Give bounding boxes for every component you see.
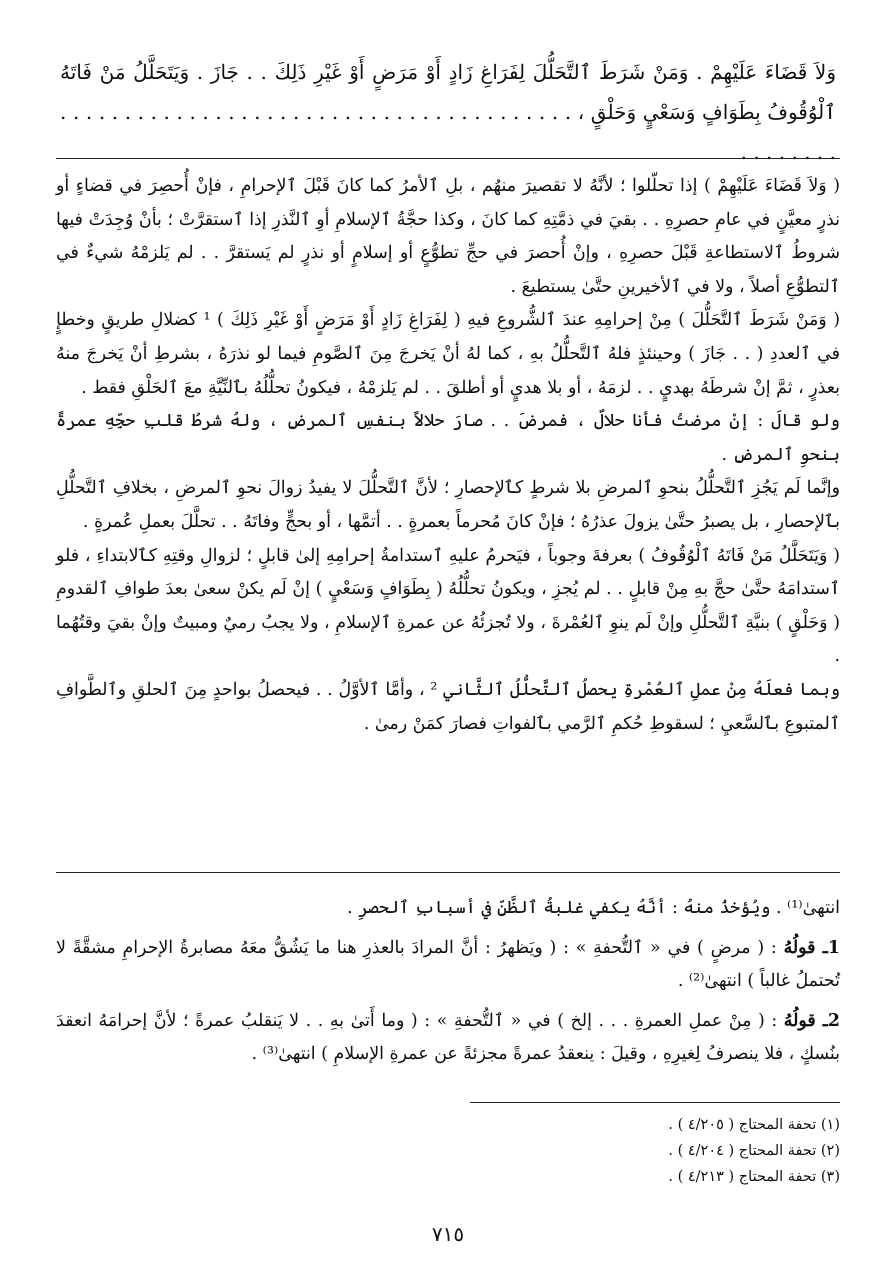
matn-text: وَلاَ قَضَاءَ عَلَيْهِمْ . وَمَنْ شَرَطَ ٱلتَّحَلُّلَ لِفَرَاغِ زَادٍ أَوْ مَرَضٍ أَوْ غَيْرِ ذَلِكَ . . جَازَ . وَيَتَحَلَّلُ مَنْ فَاتَهُ ٱلْوُقُوفُ بِطَوَافٍ وَسَعْيٍ وَحَلْقٍ ، . . . . . . . . . . . . . . . . . . . . . . . . . . . . . . . . . . . . . . . . . . . . . . . . <box>60 60 836 164</box>
sharh-paragraph: ولو قالَ : إنْ مرضتُ فأنا حلالٌ ، فمرضَ . . صارَ حلالاً بنفسِ ٱلمرضِ ، ولهُ شرطُ قلبِ حجِّهِ عمرةً بنحوِ ٱلمرضِ . <box>56 411 840 465</box>
sharh-paragraph: وإنَّما لَم يَجُزِ ٱلتَّحلُّلُ بنحوِ ٱلمرضِ بلا شرطٍ كٱلإحصارِ ؛ لأنَّ ٱلتَّحلُّلَ لا يفيدُ زوالَ نحوِ ٱلمرضِ ، بخلافِ ٱلتَّحلُّلِ بٱلإحصارِ ، بل يصبرُ حتَّىٰ يزولَ عذرُهُ ؛ فإنْ كانَ مُحرماً بعمرةٍ . . أتمَّها ، أو بحجٍّ وفاتَهُ . . تحلَّلَ بعملِ عُمرةٍ . <box>56 478 840 532</box>
hashiya-note-lead: 1ـ قولُهُ <box>783 937 840 958</box>
footnotes <box>420 1112 840 1190</box>
hashiya-glosses <box>56 892 840 1078</box>
sharh-commentary <box>56 170 840 741</box>
sharh-paragraph: ( وَمَنْ شَرَطَ ٱلتَّحَلُّلَ ) مِنْ إحرامِهِ عندَ ٱلشُّروعِ فيهِ ( لِفَرَاغِ زَادٍ أَوْ مَرَضٍ أَوْ غَيْرِ ذَلِكَ ) ¹ كضلالِ طريقٍ وخطإٍ في ٱلعددِ ( . . جَازَ ) وحينئذٍ فلهُ ٱلتَّحلُّلُ بهِ ، كما لهُ أنْ يَخرجَ مِنَ ٱلصَّومِ فيما لو نذرَهُ ، بشرطِ أنْ يَخرجَ منهُ بعذرٍ ، ثمَّ إنْ شرطَهُ بهديٍ . . لزمَهُ ، أو بلا هديٍ أو أطلقَ . . لم يَلزمْهُ ، فيكونُ تحلُّلُهُ بٱلنِّيَّةِ معَ ٱلحَلْقِ فقط . <box>56 310 840 398</box>
page-number: ٧١٥ <box>431 1222 465 1246</box>
footnote: (١) تحفة المحتاج ( ٤/٢٠٥ ) . <box>668 1117 840 1133</box>
hashiya-note <box>56 1005 840 1072</box>
hashiya-note-text: : ( مِنْ عملِ العمرةِ . . . إلخ ) في « ٱلتُّحفةِ » : ( وما أَتىٰ بهِ . . لا يَنقلبُ عمرةً ؛ لأنَّ إحرامَهُ انعقدَ بنُسكٍ ، فلا ينصرفُ لِغيرِهِ ، وقيلَ : ينعقدُ عمرةً مجزئةً عن عمرةِ الإسلامِ ) انتهىٰ⁽³⁾ . <box>56 1010 840 1065</box>
footnotes-divider <box>470 1102 840 1103</box>
hashiya-divider <box>56 872 840 873</box>
footnote: (٣) تحفة المحتاج ( ٤/٢١٣ ) . <box>668 1169 840 1185</box>
hashiya-intro: انتهىٰ⁽¹⁾ . ويُؤخذُ منهُ : أنَّهُ يكفي غلبةُ ٱلظَّنِّ في أسبابِ ٱلحصرِ . <box>347 898 840 918</box>
sharh-paragraph: ( وَلاَ قَضَاءَ عَلَيْهِمْ ) إذا تحلّلوا ؛ لأنَّهُ لا تقصيرَ منهُم ، بلِ ٱلأمرُ كما كانَ قَبْلَ ٱلإحرامِ ، فإنْ أُحصِرَ في قضاءٍ أو نذرٍ معيَّنٍ في عامِ حصرِهِ . . بقيَ في ذمَّتِهِ كما كانَ ، وكذا حجَّةُ ٱلإسلامِ أوِ ٱلنَّذرِ إذا ٱستقرَّتْ ؛ بأنْ وُجِدَتْ فيها شروطُ ٱلاستطاعةِ قَبْلَ حصرِهِ ، وإنْ أُحصرَ في حجِّ تطوُّعٍ أو إسلامٍ أو نذرٍ لم يَستقرَّ . . لم يَلزمْهُ شيءٌ في ٱلتطوُّعِ أصلاً ، ولا في ٱلأخيرينِ حتَّىٰ يستطيعَ . <box>56 176 840 297</box>
hashiya-note-text: : ( مرضٍ ) في « ٱلتُّحفةِ » : ( ويَظهرُ : أنَّ المرادَ بالعذرِ هنا ما يَشُقُّ معَهُ مصابرةُ الإحرامِ مشقَّةً لا تُحتملُ غالباً ) انتهىٰ⁽²⁾ . <box>56 937 840 992</box>
footnote: (٢) تحفة المحتاج ( ٤/٢٠٤ ) . <box>668 1143 840 1159</box>
hashiya-note <box>56 932 840 999</box>
hashiya-note-lead: 2ـ قولُهُ <box>783 1010 840 1031</box>
matn-divider <box>56 158 840 159</box>
sharh-paragraph: وبما فعلَهُ مِنْ عملِ ٱلعُمْرةِ يحصلُ ٱلتَّحلُّلُ ٱلثَّاني ² ، وأمَّا ٱلأوَّلُ . . فيحصلُ بواحدٍ مِنَ ٱلحلقِ وٱلطَّوافِ ٱلمتبوعِ بٱلسَّعيِ ؛ لسقوطِ حُكمِ ٱلرَّمي بٱلفواتِ فصارَ كمَنْ رمىٰ . <box>56 679 841 734</box>
sharh-paragraph: ( وَيَتَحَلَّلُ مَنْ فَاتَهُ ٱلْوُقُوفُ ) بعرفةَ وجوباً ، فيَحرمُ عليهِ ٱستدامةُ إحرامِهِ إلىٰ قابلٍ ؛ لزوالِ وقتِهِ كٱلابتداءِ ، فلو ٱستدامَهُ حتَّىٰ حجَّ بهِ مِنْ قابلٍ . . لم يُجزِ ، ويكونُ تحلُّلُهُ ( بِطَوَافٍ وَسَعْيٍ ) إنْ لَم يكنْ سعىٰ بعدَ طوافِ ٱلقدومِ ( وَحَلْقٍ ) بنيَّةِ ٱلتَّحلُّلِ وإنْ لَم ينوِ ٱلعُمْرةَ ، ولا تُجزئُهُ عن عمرةِ ٱلإسلامِ ، ولا يجبُ رميٌ ومبيتٌ وإنْ بقيَ وقتُهُما . <box>56 545 840 667</box>
